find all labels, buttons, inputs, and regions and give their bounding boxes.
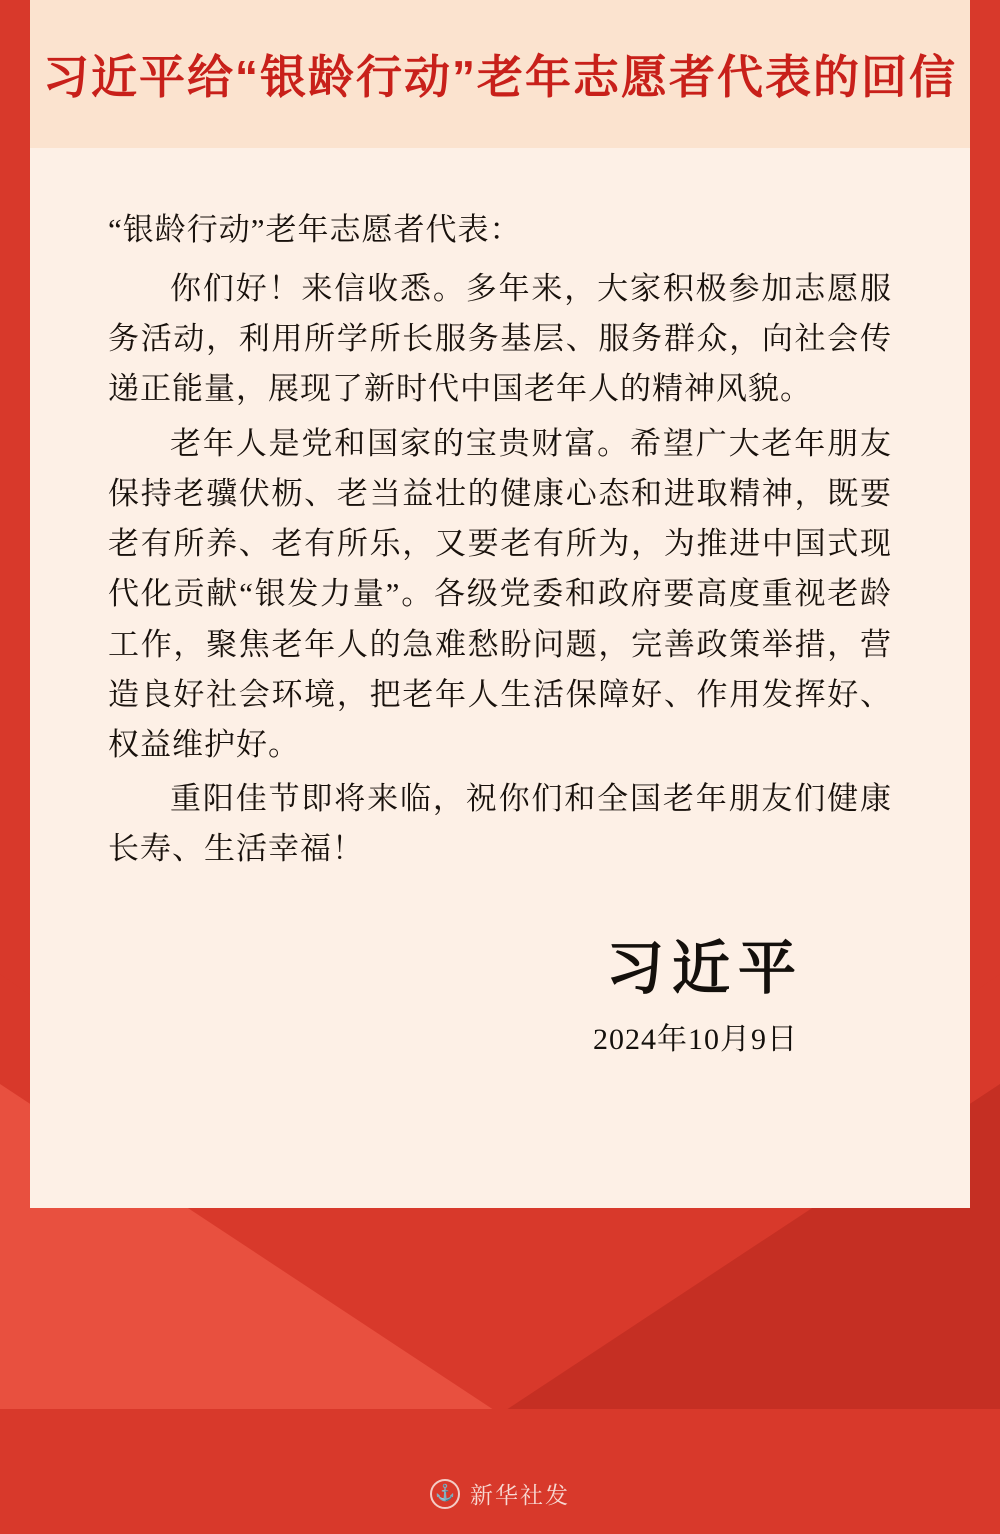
- footer-credit: [0, 1477, 1000, 1510]
- poster-title-wrap: [0, 0, 1000, 148]
- letter-paragraph-3: 重阳佳节即将来临，祝你们和全国老年朋友们健康长寿、生活幸福！: [108, 781, 892, 867]
- signature-name: 习近平: [605, 935, 804, 1001]
- signature-block: [108, 937, 892, 1059]
- envelope-bottom-strip: [0, 1409, 1000, 1534]
- credit-text: 新华社发: [470, 1483, 570, 1508]
- letter-paragraph-1: 你们好！来信收悉。多年来，大家积极参加志愿服务活动，利用所学所长服务基层、服务群众，向社会传递正能量，展现了新时代中国老年人的精神风貌。: [108, 271, 892, 407]
- letter-paper: [30, 148, 970, 1208]
- letter-salutation: “银龄行动”老年志愿者代表：: [108, 212, 522, 247]
- letter-paragraph-2: 老年人是党和国家的宝贵财富。希望广大老年朋友保持老骥伏枥、老当益壮的健康心态和进取精神，既要老有所养、老有所乐，又要老有所为，为推进中国式现代化贡献“银发力量”。各级党委和政府要高度重视老龄工作，聚焦老年人的急难愁盼问题，完善政策举措，营造良好社会环境，把老年人生活保障好、作用发挥好、权益维护好。: [108, 425, 892, 763]
- xinhua-emblem-glyph: ⚓: [435, 1484, 455, 1502]
- page-title: 习近平给“银龄行动”老年志愿者代表的回信: [43, 51, 957, 103]
- xinhua-emblem-icon: [430, 1479, 460, 1509]
- signature-date: 2024年10月9日: [593, 1023, 798, 1057]
